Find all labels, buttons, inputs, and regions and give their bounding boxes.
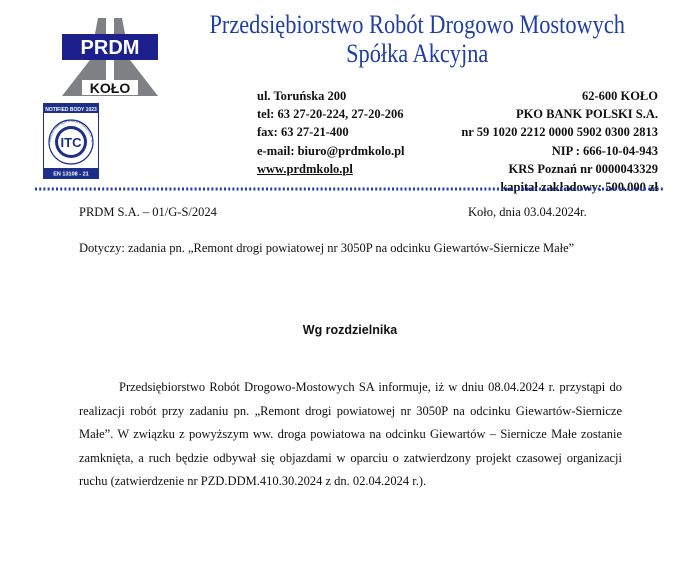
header-separator — [35, 186, 663, 192]
cert-ring-text: ZAKŁADOWA KONTROLA PRODUKCJI · C — [47, 118, 95, 143]
bank-account: nr 59 1020 2212 0000 5902 0300 2813 — [461, 125, 658, 140]
prdm-logo-text: PRDM — [80, 37, 140, 59]
phone: tel: 63 27-20-224, 27-20-206 — [257, 107, 404, 122]
fax: fax: 63 27-21-400 — [257, 125, 349, 140]
email-link[interactable]: e-mail: biuro@prdmkolo.pl — [257, 143, 405, 158]
prdm-logo-city: KOŁO — [89, 80, 131, 96]
share-capital: kapitał zakładowy: 500.000 zł — [500, 180, 658, 195]
letter-subject: Dotyczy: zadania pn. „Remont drogi powiatowej nr 3050P na odcinku Giewartów-Siernicze Małe” — [79, 241, 575, 255]
website-link[interactable]: www.prdmkolo.pl — [257, 161, 353, 176]
letter-reference: PRDM S.A. – 01/G-S/2024 — [79, 205, 217, 219]
company-name-line1: Przedsiębiorstwo Robót Drogowo Mostowych — [209, 10, 625, 39]
contact-block-right — [461, 87, 658, 196]
krs-number: KRS Poznań nr 0000043329 — [508, 161, 658, 176]
prdm-logo — [60, 16, 160, 96]
cert-notified-body: NOTIFIED BODY 1023 — [45, 107, 97, 113]
contact-block-left — [257, 87, 405, 178]
letter-body: Przedsiębiorstwo Robót Drogowo-Mostowych SA informuje, iż w dniu 08.04.2024 r. przystąpi do realizacji robót przy zadaniu pn. „Remont drogi powiatowej nr 3050P na odcinku Giewartów-Siernicze Małe”. W związku z powyższym ww. droga powiatowa na odcinku Giewartów – Siernicze Małe zostanie zamknięta, a ruch będzie odbywał się objazdami w oparciu o zatwierdzony projekt czasowej organizacji ruchu (zatwierdzenie nr PZD.DDM.410.30.2024 z dn. 02.04.2024 r.). — [79, 380, 622, 488]
company-name-line2: Spółka Akcyjna — [346, 39, 489, 68]
address: ul. Toruńska 200 — [257, 89, 347, 103]
postal-city: 62-600 KOŁO — [581, 89, 658, 103]
cert-standard: EN 13108 - 21 — [53, 171, 89, 178]
letter-heading: Wg rozdzielnika — [302, 323, 398, 337]
nip-number: NIP : 666-10-04-943 — [551, 143, 658, 158]
bank-name: PKO BANK POLSKI S.A. — [515, 107, 658, 122]
cert-itc-text: ITC — [60, 135, 82, 150]
letter-date: Koło, dnia 03.04.2024r. — [468, 205, 587, 219]
company-name — [185, 10, 649, 68]
certification-logo — [43, 103, 99, 179]
